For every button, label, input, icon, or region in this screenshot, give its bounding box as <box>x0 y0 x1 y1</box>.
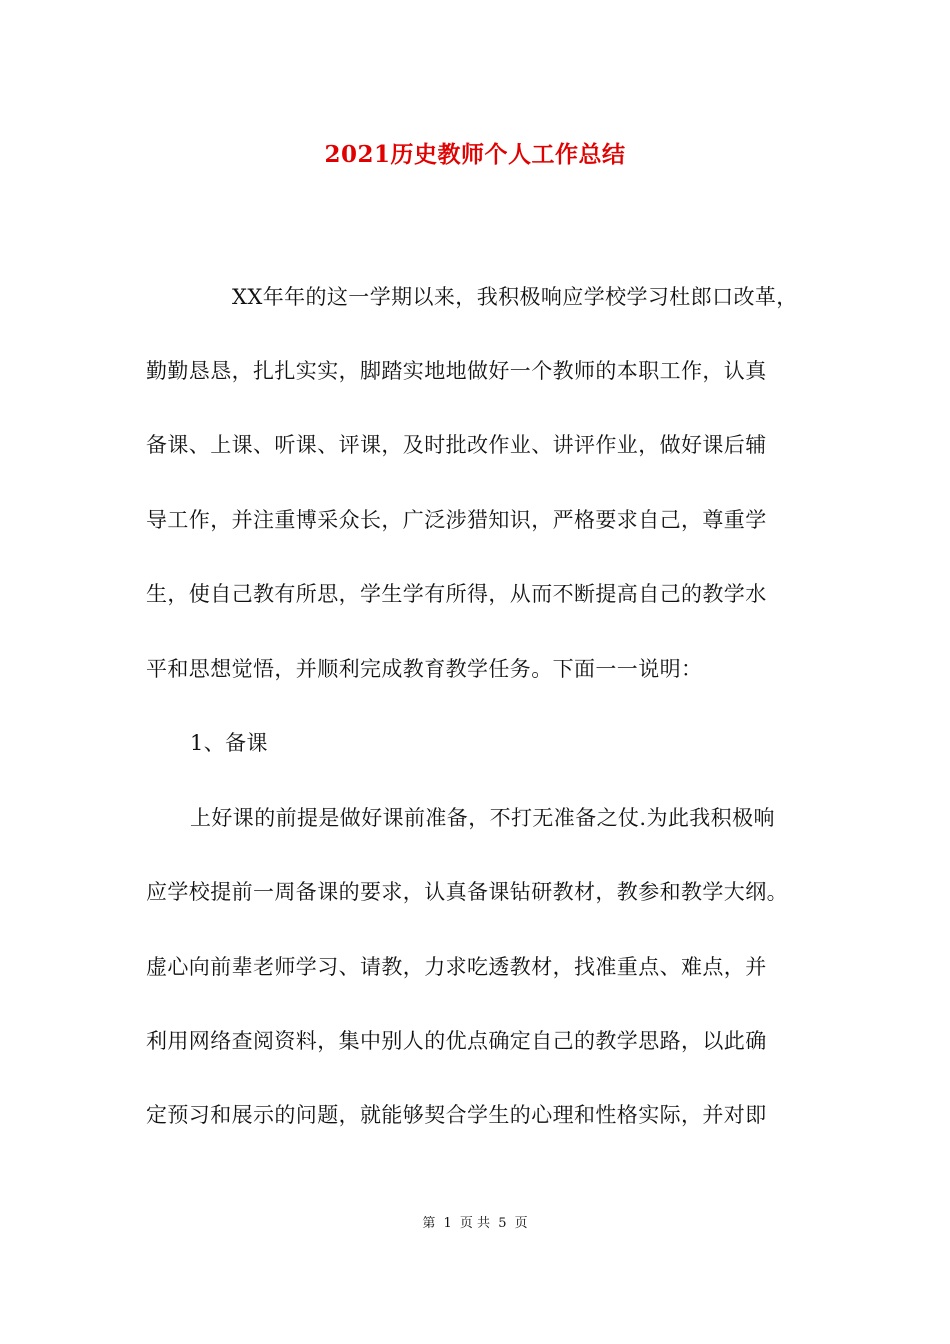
paragraph-line: 利用网络查阅资料，集中别人的优点确定自己的教学思路，以此确 <box>146 1029 767 1053</box>
paragraph-line: 导工作，并注重博采众长，广泛涉猎知识，严格要求自己，尊重学 <box>146 508 767 532</box>
footer-current-page: 1 <box>443 1216 452 1231</box>
paragraph-line: 定预习和展示的问题，就能够契合学生的心理和性格实际，并对即 <box>146 1103 767 1127</box>
page-footer <box>0 1212 950 1231</box>
paragraph-line: 虚心向前辈老师学习、请教，力求吃透教材，找准重点、难点，并 <box>146 955 767 979</box>
paragraph-line: 上好课的前提是做好课前准备，不打无准备之仗.为此我积极响 <box>190 806 775 830</box>
footer-mid: 页 共 <box>459 1216 491 1231</box>
paragraph-line: 生，使自己教有所思，学生学有所得，从而不断提高自己的教学水 <box>146 582 767 606</box>
footer-suffix: 页 <box>514 1216 528 1231</box>
paragraph-line: 平和思想觉悟，并顺利完成教育教学任务。下面一一说明： <box>146 657 703 681</box>
document-title: 2021历史教师个人工作总结 <box>324 141 626 168</box>
paragraph-line: 应学校提前一周备课的要求，认真备课钻研教材，教参和教学大纲。 <box>146 880 788 904</box>
section-heading: 1、备课 <box>190 731 268 755</box>
footer-prefix: 第 <box>422 1216 436 1231</box>
footer-total-pages: 5 <box>498 1216 507 1231</box>
paragraph-line: XX年年的这一学期以来，我积极响应学校学习杜郎口改革， <box>232 285 798 309</box>
paragraph-line: 备课、上课、听课、评课，及时批改作业、讲评作业，做好课后辅 <box>146 433 767 457</box>
paragraph-line: 勤勤恳恳，扎扎实实，脚踏实地地做好一个教师的本职工作，认真 <box>146 359 767 383</box>
